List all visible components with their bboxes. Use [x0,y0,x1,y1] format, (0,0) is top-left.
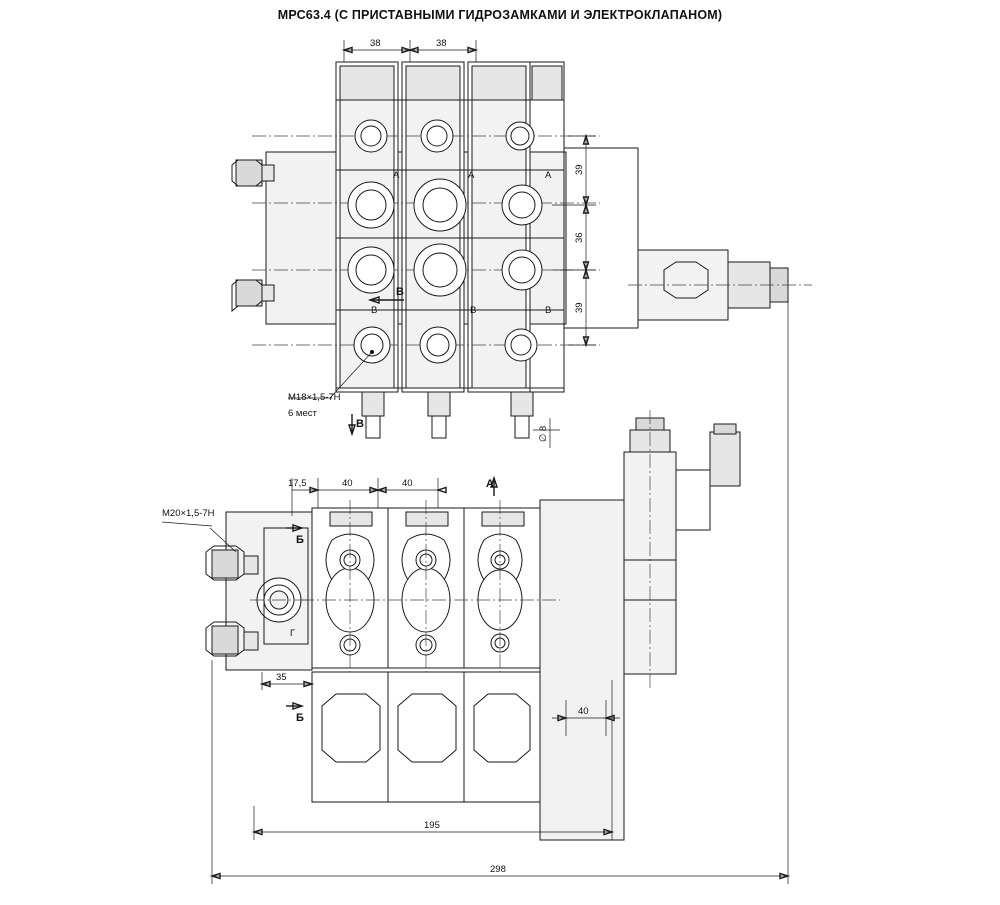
section-letter-b-1: В [396,286,404,298]
label-port-a-3: A [545,170,552,181]
page-title: МРС63.4 (С ПРИСТАВНЫМИ ГИДРОЗАМКАМИ И ЭЛЕКТРОКЛАПАНОМ) [277,8,723,22]
label-thread-m20: M20×1,5-7H [162,508,215,519]
section-letter-bb-2: Б [296,712,304,724]
label-thread-m18-qty: 6 мест [288,408,317,419]
dim-17-5: 17,5 [288,478,307,489]
dim-dia8 [533,418,560,448]
label-port-a-1: A [393,170,400,181]
dim-40-a: 40 [342,478,353,489]
leader-m20 [162,522,236,552]
dim-40-c: 40 [578,706,589,717]
dim-top-pitch [344,38,476,62]
dim-35 [262,672,312,690]
label-port-a-2: A [468,170,475,181]
dim-38-a: 38 [370,38,381,49]
front-hex-blocks [312,672,540,802]
dim-298: 298 [490,864,506,875]
dim-dia-8: ∅ 8 [538,425,549,442]
top-view-group [232,38,812,448]
electro-valve-top [628,250,812,320]
dim-36: 36 [574,232,585,243]
dim-195: 195 [424,820,440,831]
label-mark-g: Г [290,628,296,639]
section-letter-b-2: В [356,418,364,430]
label-port-b-1: B [371,305,378,316]
label-port-b-2: B [470,305,477,316]
section-letter-bb-1: Б [296,534,304,546]
electro-valve-front [624,410,740,690]
section-letter-a: A [486,478,494,490]
label-thread-m18: M18×1,5-7H [288,392,341,403]
dim-40-b: 40 [402,478,413,489]
dim-39-top: 39 [574,164,585,175]
dim-39-bottom: 39 [574,302,585,313]
dim-35: 35 [276,672,287,683]
front-section-3 [464,508,540,668]
bottom-stubs [362,392,533,438]
label-port-b-3: B [545,305,552,316]
dim-38-b: 38 [436,38,447,49]
